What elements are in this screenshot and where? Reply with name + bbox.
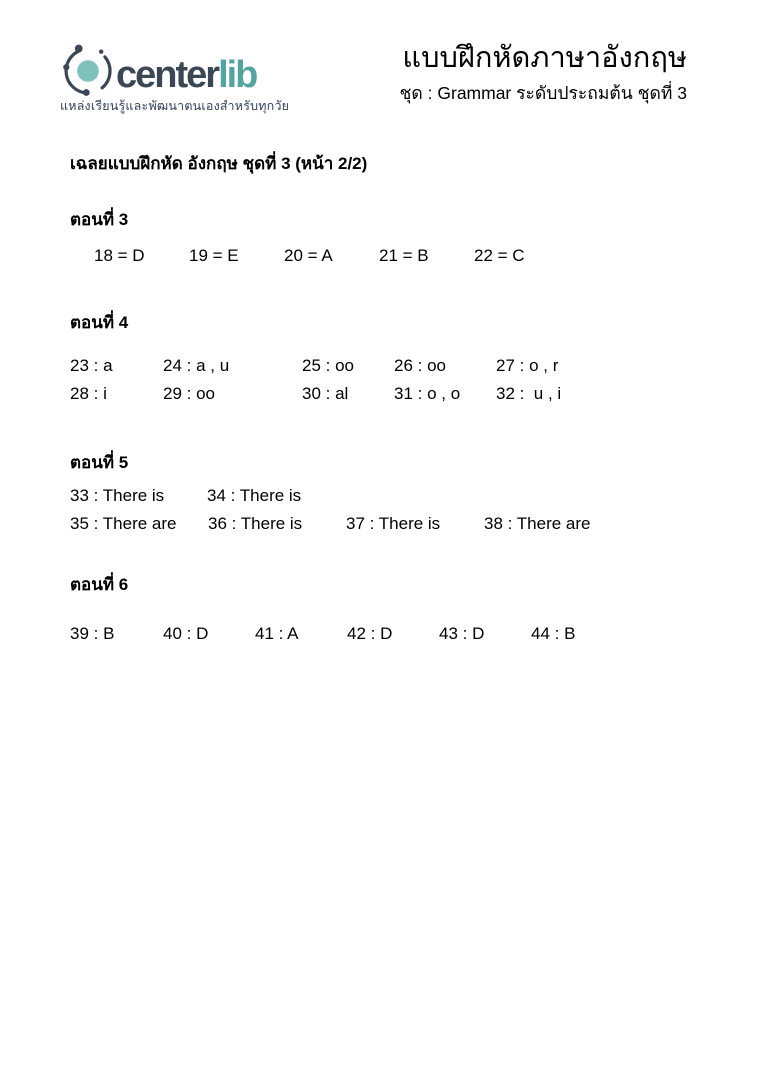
answer-cell: 44 : B: [531, 624, 576, 643]
answer-cell: 29 : oo: [163, 384, 215, 403]
answer-cell: 28 : i: [70, 384, 107, 403]
answer-cell: 23 : a: [70, 356, 113, 375]
brand-tagline: แหล่งเรียนรู้และพัฒนาตนเองสำหรับทุกวัย: [60, 99, 290, 113]
document-subtitle: ชุด : Grammar ระดับประถมต้น ชุดที่ 3: [399, 83, 687, 104]
answer-row: [70, 514, 590, 534]
logo-row: [58, 40, 256, 102]
answer-row: [94, 246, 525, 266]
section-title-part-4: ตอนที่ 4: [70, 313, 129, 332]
logo-wordmark: [116, 54, 256, 97]
answer-cell: 30 : al: [302, 384, 349, 403]
logo-word-center: center: [116, 53, 219, 96]
answer-row: [70, 486, 301, 506]
answer-cell: 38 : There are: [484, 514, 591, 533]
answer-row: [70, 356, 558, 376]
answer-cell: 36 : There is: [208, 514, 303, 533]
answer-cell: 43 : D: [439, 624, 485, 643]
answer-cell: 33 : There is: [70, 486, 165, 505]
answer-cell: 34 : There is: [207, 486, 302, 505]
answer-cell: 20 = A: [284, 246, 333, 265]
answer-cell: 25 : oo: [302, 356, 354, 375]
answer-cell: 35 : There are: [70, 514, 177, 533]
centerlib-orbit-icon: [58, 40, 120, 102]
answer-cell: 32 : u , i: [496, 384, 562, 403]
answer-cell: 21 = B: [379, 246, 429, 265]
logo-word-lib: lib: [218, 53, 257, 96]
logo: [58, 40, 290, 113]
answer-cell: 37 : There is: [346, 514, 441, 533]
answer-cell: 31 : o , o: [394, 384, 461, 403]
answer-cell: 39 : B: [70, 624, 115, 643]
answer-cell: 24 : a , u: [163, 356, 230, 375]
answer-cell: 18 = D: [94, 246, 145, 265]
section-title-part-6: ตอนที่ 6: [70, 575, 129, 594]
answer-key-heading: เฉลยแบบฝึกหัด อังกฤษ ชุดที่ 3 (หน้า 2/2): [70, 154, 368, 173]
answer-cell: 19 = E: [189, 246, 239, 265]
answer-row: [70, 624, 575, 644]
answer-cell: 26 : oo: [394, 356, 446, 375]
answer-cell: 41 : A: [255, 624, 299, 643]
answer-cell: 27 : o , r: [496, 356, 559, 375]
answer-cell: 42 : D: [347, 624, 393, 643]
section-title-part-3: ตอนที่ 3: [70, 210, 129, 229]
answer-cell: 22 = C: [474, 246, 525, 265]
answer-row: [70, 384, 561, 404]
document-title: แบบฝึกหัดภาษาอังกฤษ: [402, 42, 687, 74]
answer-cell: 40 : D: [163, 624, 209, 643]
title-block: [400, 40, 687, 107]
section-title-part-5: ตอนที่ 5: [70, 453, 129, 472]
